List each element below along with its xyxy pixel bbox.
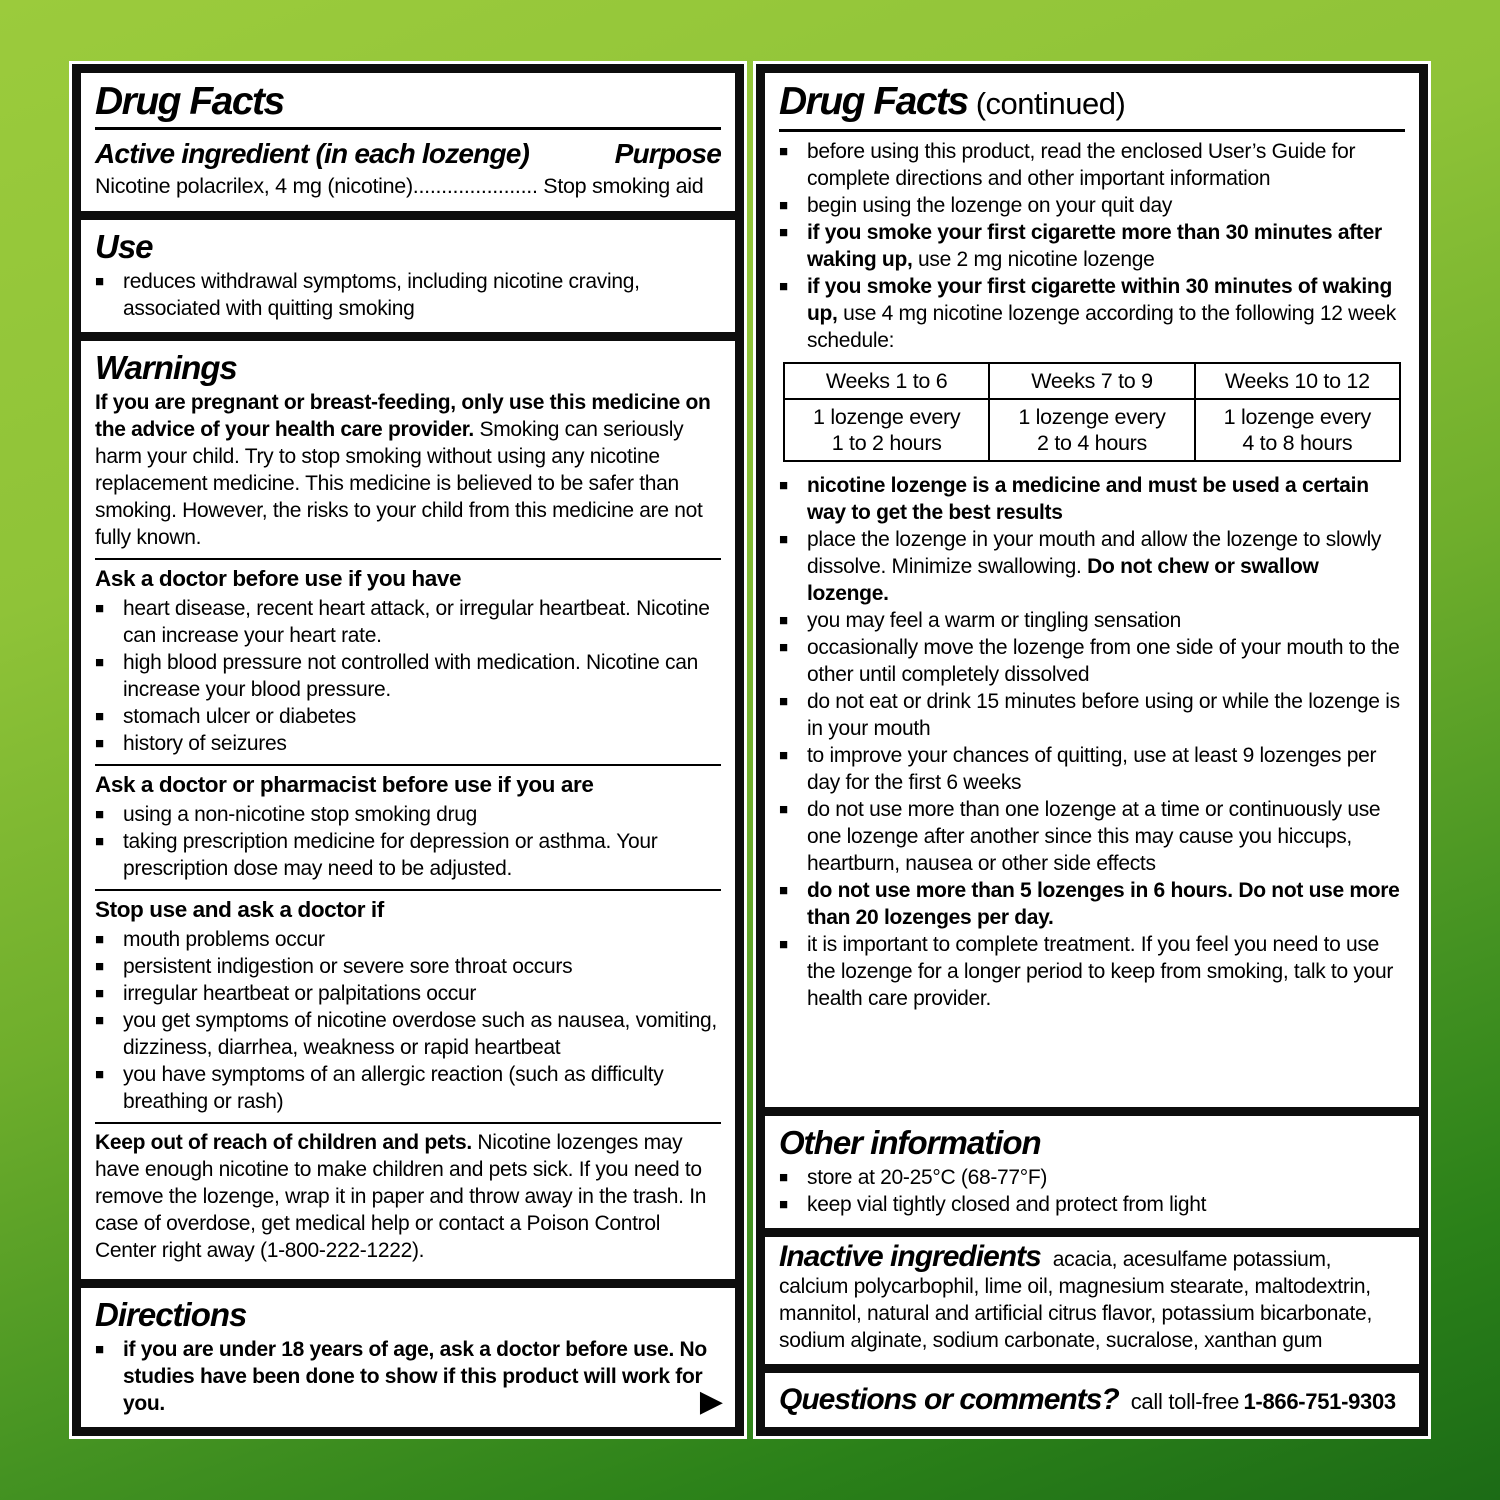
list-item (779, 742, 1405, 796)
section-inactive-ingredients (765, 1237, 1419, 1364)
list-item (95, 649, 721, 703)
list-item-text: using a non-nicotine stop smoking drug (123, 803, 477, 826)
keep-out-of-reach-paragraph: Keep out of reach of children and pets. Nicotine lozenges may have enough nicotine to make children and pets sick. If you need to remove the lozenge, wrap it in paper and throw away in the trash. In case of overdose, get medical help or contact a Poison Control Center right away (1-800-222-1222). (95, 1131, 707, 1262)
list-item-text: place the lozenge in your mouth and allow the lozenge to slowly dissolve. Minimize swallowing. Do not chew or swallow lozenge. (807, 528, 1382, 605)
other-information-heading: Other information (779, 1124, 1041, 1161)
list-item (95, 730, 721, 757)
continued-label: (continued) (975, 86, 1126, 121)
inactive-ingredients-heading: Inactive ingredients (779, 1240, 1041, 1273)
call-toll-free-text: call toll-free (1130, 1389, 1240, 1414)
inactive-ingredients-paragraph: Inactive ingredients acacia, acesulfame potassium, calcium polycarbophil, lime oil, magnesium stearate, maltodextrin, mannitol, natural and artificial citrus flavor, potassium bicarbonate, sodium alginate, sodium carbonate, sucralose, xanthan gum (779, 1240, 1372, 1352)
bullet-square-icon: ■ (779, 531, 789, 548)
page-title-continued: Drug Facts (continued) (779, 80, 1126, 123)
table-header-row (784, 363, 1400, 399)
bullet-square-icon: ■ (779, 747, 789, 764)
list-item-text: if you smoke your first cigarette within 30 minutes of waking up, use 4 mg nicotine lozenge according to the following 12 week schedule: (807, 275, 1396, 352)
active-ingredient-row: Nicotine polacrilex, 4 mg (nicotine)...................... Stop smoking aid (95, 174, 704, 198)
bullet-square-icon: ■ (779, 1196, 789, 1213)
list-item (779, 688, 1405, 742)
bullet-square-icon: ■ (95, 1341, 105, 1358)
purpose-heading: Purpose (614, 138, 721, 169)
use-heading: Use (95, 228, 153, 265)
list-item (779, 634, 1405, 688)
bullet-square-icon: ■ (95, 985, 105, 1002)
bullet-square-icon: ■ (779, 278, 789, 295)
list-item (779, 219, 1405, 273)
list-item-text: reduces withdrawal symptoms, including nicotine craving, associated with quitting smoking (123, 270, 640, 320)
active-ingredient-heading: Active ingredient (in each lozenge) (95, 138, 530, 169)
list-item-text: do not use more than 5 lozenges in 6 hours. Do not use more than 20 lozenges per day. (807, 879, 1400, 929)
list-item (779, 796, 1405, 877)
table-cell: 1 lozenge every 1 to 2 hours (784, 399, 989, 461)
list-item-text: if you are under 18 years of age, ask a doctor before use. No studies have been done to show if this product will work for you. (123, 1338, 707, 1415)
list-item-text: nicotine lozenge is a medicine and must be used a certain way to get the best results (807, 474, 1369, 524)
list-item-text: heart disease, recent heart attack, or irregular heartbeat. Nicotine can increase your heart rate. (123, 597, 710, 647)
list-item (95, 703, 721, 730)
list-item-text: do not eat or drink 15 minutes before using or while the lozenge is in your mouth (807, 690, 1400, 740)
list-item-text: you have symptoms of an allergic reaction (such as difficulty breathing or rash) (123, 1063, 664, 1113)
list-item-text: to improve your chances of quitting, use at least 9 lozenges per day for the first 6 weeks (807, 744, 1377, 794)
list-item (779, 931, 1405, 1012)
list-item-text: high blood pressure not controlled with medication. Nicotine can increase your blood pressure. (123, 651, 698, 701)
bullet-square-icon: ■ (95, 735, 105, 752)
list-item (95, 953, 721, 980)
section-use (81, 220, 735, 332)
list-item (779, 192, 1405, 219)
section-title-active-ingredient (81, 73, 735, 211)
list-item (95, 1061, 721, 1115)
left-panel (72, 64, 744, 1436)
section-other-information (765, 1116, 1419, 1228)
directions-heading: Directions (95, 1296, 247, 1333)
subsection-ask-doctor (95, 558, 721, 757)
bullet-square-icon: ■ (779, 693, 789, 710)
bullet-square-icon: ■ (95, 708, 105, 725)
list-item-text: stomach ulcer or diabetes (123, 705, 356, 728)
bullet-square-icon: ■ (779, 224, 789, 241)
section-directions (81, 1288, 735, 1427)
bullet-square-icon: ■ (779, 143, 789, 160)
pregnancy-warning-paragraph: If you are pregnant or breast-feeding, only use this medicine on the advice of your health care provider. Smoking can seriously harm your child. Try to stop smoking without using any nicotine replacement medicine. This medicine is believed to be safer than smoking. However, the risks to your child from this medicine are not fully known. (95, 391, 711, 549)
list-item-text: store at 20-25°C (68-77°F) (807, 1166, 1048, 1189)
list-item (95, 268, 721, 322)
section-drug-facts-continued (765, 73, 1419, 1107)
table-cell: 1 lozenge every 4 to 8 hours (1195, 399, 1400, 461)
subsection-stop-use (95, 889, 721, 1115)
list-item-text: mouth problems occur (123, 928, 325, 951)
phone-number: 1-866-751-9303 (1243, 1389, 1396, 1414)
section-warnings (81, 341, 735, 1279)
list-item (779, 472, 1405, 526)
list-item (95, 801, 721, 828)
bullet-square-icon: ■ (779, 477, 789, 494)
questions-heading: Questions or comments? (779, 1383, 1119, 1416)
bullet-square-icon: ■ (779, 882, 789, 899)
table-header-cell: Weeks 10 to 12 (1195, 363, 1400, 399)
list-item (779, 1164, 1405, 1191)
list-item (779, 138, 1405, 192)
warnings-heading: Warnings (95, 349, 237, 386)
bullet-square-icon: ■ (95, 600, 105, 617)
list-item-text: you may feel a warm or tingling sensation (807, 609, 1182, 632)
section-questions (765, 1373, 1419, 1427)
table-header-cell: Weeks 7 to 9 (989, 363, 1194, 399)
bullet-square-icon: ■ (779, 801, 789, 818)
list-item (779, 1191, 1405, 1218)
table-header-cell: Weeks 1 to 6 (784, 363, 989, 399)
list-item (779, 607, 1405, 634)
list-item (779, 877, 1405, 931)
bullet-square-icon: ■ (779, 936, 789, 953)
list-item (95, 980, 721, 1007)
bullet-square-icon: ■ (95, 654, 105, 671)
bullet-square-icon: ■ (779, 639, 789, 656)
list-item-text: begin using the lozenge on your quit day (807, 194, 1173, 217)
subsection-heading: Ask a doctor or pharmacist before use if you are (95, 772, 594, 797)
bullet-square-icon: ■ (779, 1169, 789, 1186)
list-item-text: it is important to complete treatment. If you feel you need to use the lozenge for a longer period to keep from smoking, talk to your health care provider. (807, 933, 1394, 1010)
list-item-text: keep vial tightly closed and protect from light (807, 1193, 1207, 1216)
list-item (95, 1007, 721, 1061)
list-item (95, 595, 721, 649)
list-item-text: if you smoke your first cigarette more than 30 minutes after waking up, use 2 mg nicotine lozenge (807, 221, 1382, 271)
list-item-text: irregular heartbeat or palpitations occur (123, 982, 477, 1005)
bullet-square-icon: ■ (779, 612, 789, 629)
divider (779, 129, 1405, 132)
list-item-text: persistent indigestion or severe sore throat occurs (123, 955, 573, 978)
subsection-keep-out-of-reach (95, 1122, 721, 1264)
list-item (95, 1336, 721, 1417)
subsection-heading: Stop use and ask a doctor if (95, 897, 384, 922)
bullet-square-icon: ■ (95, 833, 105, 850)
table-data-row (784, 399, 1400, 461)
list-item-text: you get symptoms of nicotine overdose such as nausea, vomiting, dizziness, diarrhea, weakness or rapid heartbeat (123, 1009, 717, 1059)
bullet-square-icon: ■ (95, 931, 105, 948)
list-item (779, 526, 1405, 607)
list-item-text: occasionally move the lozenge from one side of your mouth to the other until completely dissolved (807, 636, 1400, 686)
subsection-ask-doctor-pharmacist (95, 764, 721, 882)
subsection-heading: Ask a doctor before use if you have (95, 566, 462, 591)
page-title: Drug Facts (95, 80, 284, 123)
list-item-text: history of seizures (123, 732, 287, 755)
bullet-square-icon: ■ (779, 197, 789, 214)
bullet-square-icon: ■ (95, 806, 105, 823)
list-item-text: before using this product, read the enclosed User’s Guide for complete directions and other important information (807, 140, 1356, 190)
list-item-text: do not use more than one lozenge at a time or continuously use one lozenge after another since this may cause you hiccups, heartburn, nausea or other side effects (807, 798, 1381, 875)
questions-line (779, 1383, 1405, 1417)
right-panel (756, 64, 1428, 1436)
active-ingredient-header-row (95, 136, 721, 172)
continue-arrow-icon: ▶ (699, 1385, 723, 1418)
divider (95, 127, 721, 130)
dosing-schedule-table (783, 362, 1401, 462)
bullet-square-icon: ■ (95, 1012, 105, 1029)
bullet-square-icon: ■ (95, 273, 105, 290)
table-cell: 1 lozenge every 2 to 4 hours (989, 399, 1194, 461)
list-item (779, 273, 1405, 354)
list-item (95, 926, 721, 953)
list-item (95, 828, 721, 882)
list-item-text: taking prescription medicine for depression or asthma. Your prescription dose may need to be adjusted. (123, 830, 658, 880)
bullet-square-icon: ■ (95, 1066, 105, 1083)
bullet-square-icon: ■ (95, 958, 105, 975)
